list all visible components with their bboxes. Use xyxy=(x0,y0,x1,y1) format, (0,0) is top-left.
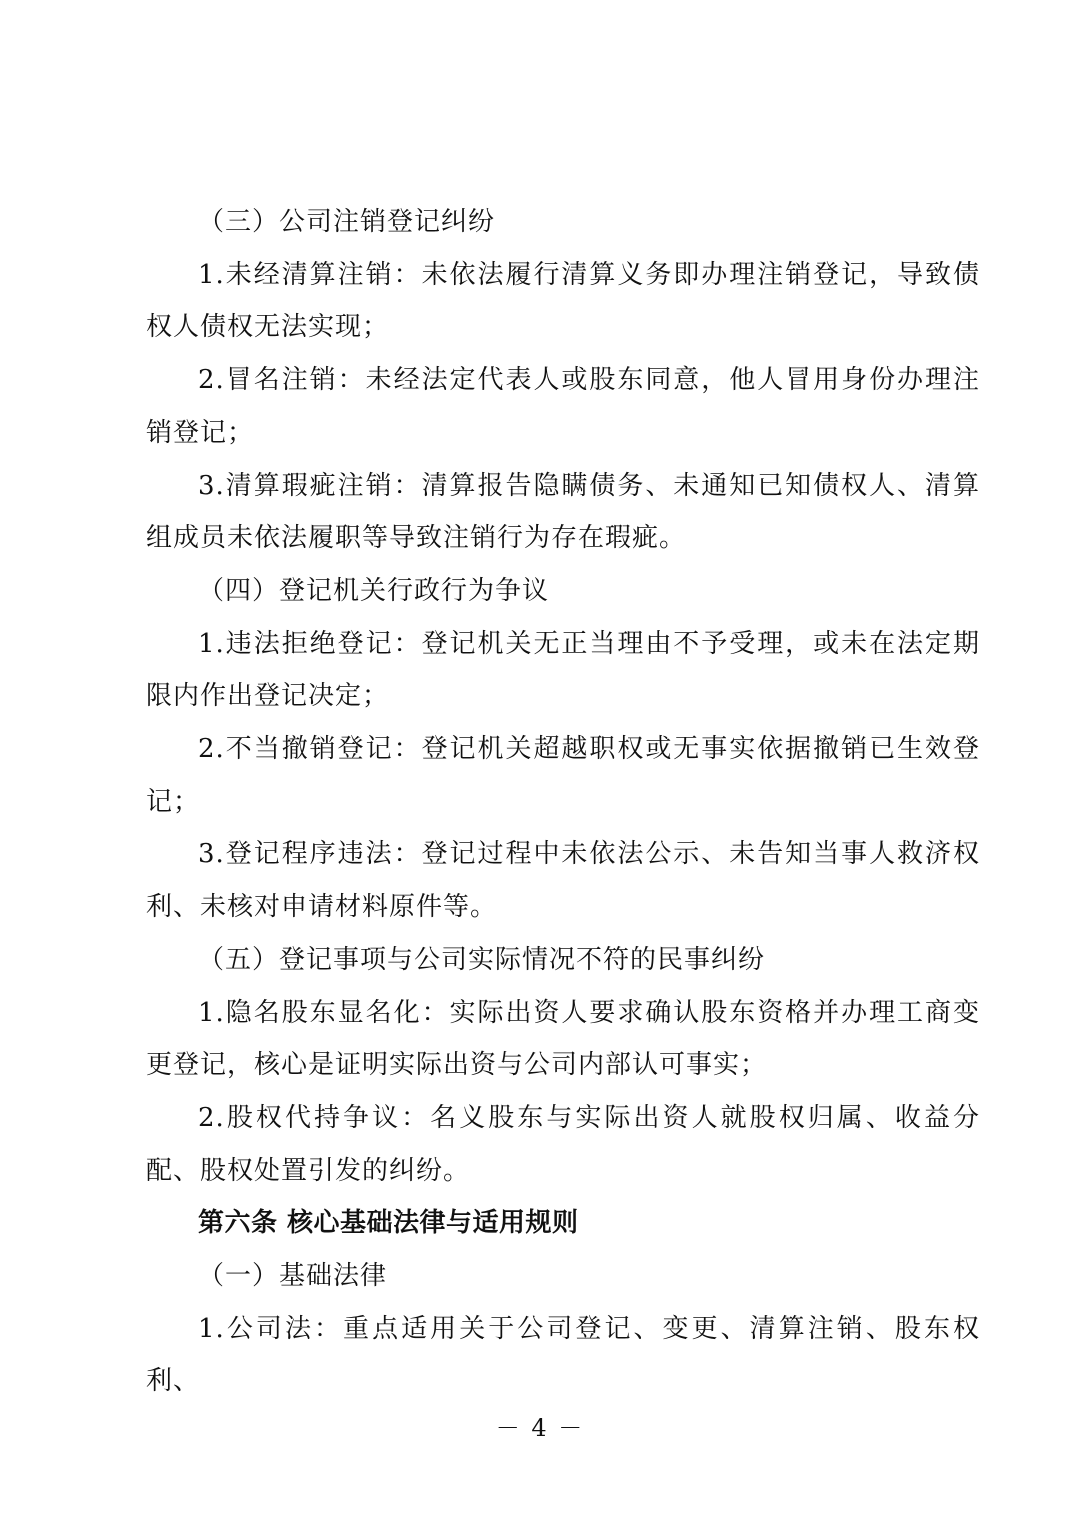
list-item-procedural-violation: 3.登记程序违法：登记过程中未依法公示、未告知当事人救济权利、未核对申请材料原件等。 xyxy=(146,839,980,923)
list-item-impersonated-deregistration: 2.冒名注销：未经法定代表人或股东同意，他人冒用身份办理注销登记； xyxy=(146,365,980,448)
list-item-unliquidated-deregistration: 1.未经清算注销：未依法履行清算义务即办理注销登记，导致债权人债权无法实现； xyxy=(146,259,980,343)
list-item-nominee-shareholding: 2.股权代持争议：名义股东与实际出资人就股权归属、收益分配、股权处置引发的纠纷。 xyxy=(146,1102,980,1186)
section-heading-civil-disputes: （五）登记事项与公司实际情况不符的民事纠纷 xyxy=(198,944,766,975)
section-heading-deregistration-disputes: （三）公司注销登记纠纷 xyxy=(198,207,496,237)
list-item-hidden-shareholder: 1.隐名股东显名化：实际出资人要求确认股东资格并办理工商变更登记，核心是证明实际出资与公司内部认可事实； xyxy=(146,997,980,1081)
list-item-company-law: 1.公司法：重点适用关于公司登记、变更、清算注销、股东权利、 xyxy=(146,1313,980,1397)
section-heading-registration-authority-disputes: （四）登记机关行政行为争议 xyxy=(198,575,550,606)
list-item-unlawful-refusal: 1.违法拒绝登记：登记机关无正当理由不予受理，或未在法定期限内作出登记决定； xyxy=(146,628,980,712)
article-heading-six: 第六条 核心基础法律与适用规则 xyxy=(198,1208,579,1239)
document-body xyxy=(146,196,980,1408)
list-item-improper-revocation: 2.不当撤销登记：登记机关超越职权或无事实依据撤销已生效登记； xyxy=(146,734,980,817)
list-item-defective-liquidation-deregistration: 3.清算瑕疵注销：清算报告隐瞒债务、未通知已知债权人、清算组成员未依法履职等导致注销行为存在瑕疵。 xyxy=(146,470,980,554)
page-number: － 4 － xyxy=(495,1414,585,1442)
section-heading-basic-laws: （一）基础法律 xyxy=(198,1261,388,1292)
